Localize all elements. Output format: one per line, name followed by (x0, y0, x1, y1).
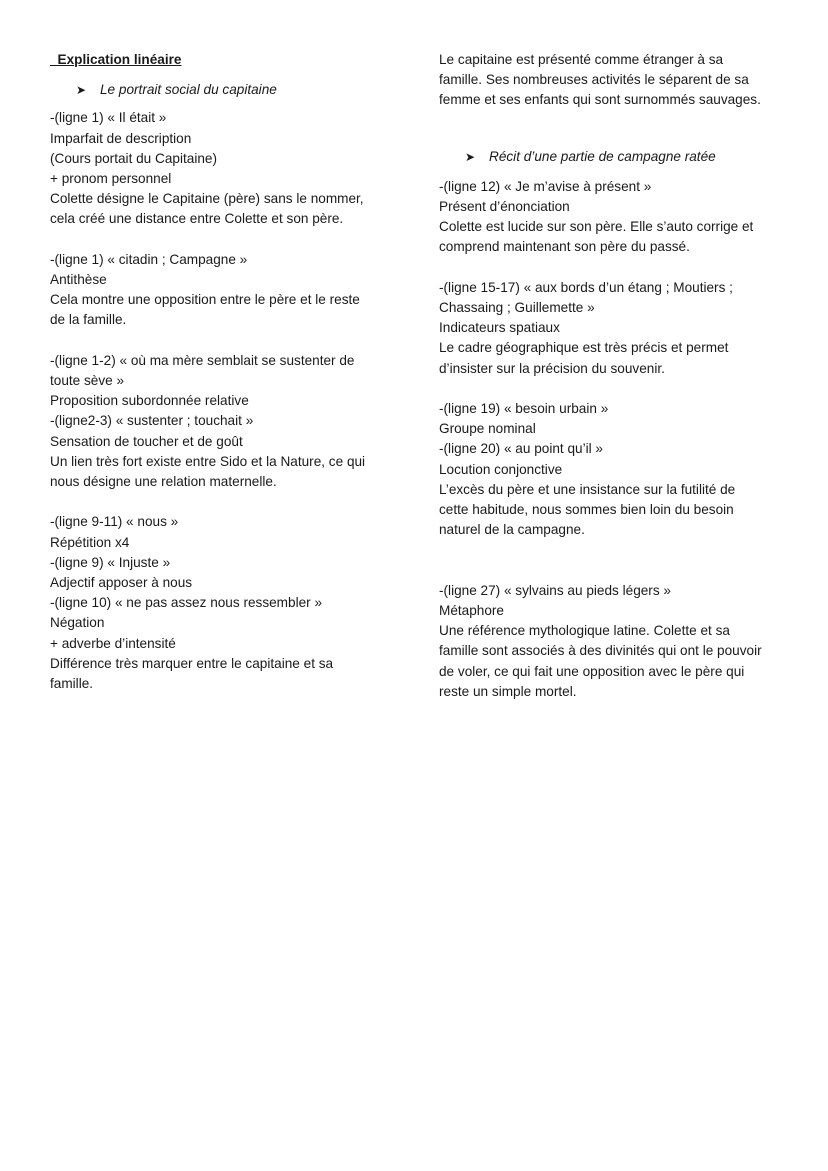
text-line: famille sont associés à des divinités qui ont le pouvoir (439, 643, 762, 659)
text-line: Proposition subordonnée relative (50, 393, 249, 409)
analysis-block (439, 581, 784, 702)
text-line: Sensation de toucher et de goût (50, 433, 243, 449)
text-line: -(ligne 20) « au point qu’il » (439, 441, 603, 457)
text-line: Le capitaine est présenté comme étranger à sa (439, 52, 724, 67)
text-line: -(ligne 19) « besoin urbain » (439, 401, 609, 417)
text-line: Chassaing ; Guillemette » (439, 300, 595, 316)
text-line: Un lien très fort existe entre Sido et la Nature, ce qui (50, 453, 366, 469)
analysis-block (50, 351, 395, 492)
text-line: -(ligne 27) « sylvains au pieds légers » (439, 582, 671, 598)
text-line: Groupe nominal (439, 421, 536, 437)
text-line: L’excès du père et une insistance sur la futilité de (439, 481, 736, 497)
analysis-block (439, 278, 784, 379)
text-line: cela créé une distance entre Colette et son père. (50, 211, 344, 227)
text-line: -(ligne 1) « citadin ; Campagne » (50, 251, 248, 267)
analysis-block (50, 108, 395, 229)
text-line: de voler, ce qui fait une opposition avec le père qui (439, 663, 745, 679)
text-line: Locution conjonctive (439, 461, 563, 477)
analysis-block (50, 512, 395, 694)
text-line: -(ligne2-3) « sustenter ; touchait » (50, 413, 254, 429)
text-line: Négation (50, 615, 105, 631)
text-line: Imparfait de description (50, 130, 192, 146)
text-line: -(ligne 10) « ne pas assez nous ressembler » (50, 595, 323, 611)
section-heading-campagne (439, 147, 784, 167)
text-line: Colette désigne le Capitaine (père) sans le nommer, (50, 191, 364, 207)
text-line: Cela montre une opposition entre le père et le reste (50, 292, 360, 308)
text-line: femme et ses enfants qui sont surnommés sauvages. (439, 92, 761, 108)
analysis-block (50, 250, 395, 331)
text-line: -(ligne 12) « Je m’avise à présent » (439, 178, 652, 194)
left-column (50, 50, 395, 694)
text-line: famille. (50, 676, 94, 692)
document-title: _Explication linéaire (50, 52, 182, 67)
text-line: + pronom personnel (50, 171, 172, 187)
section-heading-text: Le portrait social du capitaine (100, 82, 277, 98)
section-heading-text: Récit d’une partie de campagne ratée (489, 148, 716, 164)
text-line: de la famille. (50, 312, 127, 328)
text-line: Présent d’énonciation (439, 199, 570, 215)
right-column (439, 50, 784, 702)
arrow-bullet-icon: ➤ (76, 83, 87, 98)
text-line: -(ligne 9) « Injuste » (50, 554, 171, 570)
arrow-bullet-icon: ➤ (465, 149, 476, 164)
analysis-block (439, 399, 784, 540)
text-line: -(ligne 15-17) « aux bords d’un étang ; Moutiers ; (439, 279, 733, 295)
text-line: toute sève » (50, 373, 125, 389)
text-line: -(ligne 1) « Il était » (50, 110, 167, 126)
text-line: Différence très marquer entre le capitaine et sa (50, 655, 334, 671)
text-line: Indicateurs spatiaux (439, 320, 560, 336)
text-line: Métaphore (439, 603, 504, 619)
text-line: comprend maintenant son père du passé. (439, 239, 690, 255)
text-line: Antithèse (50, 272, 107, 288)
text-line: Adjectif apposer à nous (50, 575, 193, 591)
text-line: + adverbe d’intensité (50, 635, 176, 651)
text-line: (Cours portait du Capitaine) (50, 150, 217, 166)
section-heading-portrait (50, 80, 395, 100)
analysis-block (439, 50, 784, 111)
text-line: naturel de la campagne. (439, 522, 585, 538)
text-line: Répétition x4 (50, 534, 130, 550)
text-line: Une référence mythologique latine. Colette et sa (439, 623, 730, 639)
text-line: nous désigne une relation maternelle. (50, 474, 277, 490)
analysis-block (439, 177, 784, 258)
text-line: famille. Ses nombreuses activités le séparent de sa (439, 72, 749, 88)
text-line: Le cadre géographique est très précis et permet (439, 340, 729, 356)
text-line: -(ligne 1-2) « où ma mère semblait se sustenter de (50, 352, 355, 368)
text-line: Colette est lucide sur son père. Elle s’auto corrige et (439, 219, 754, 235)
text-line: reste un simple mortel. (439, 683, 577, 699)
text-line: cette habitude, nous sommes bien loin du besoin (439, 502, 734, 518)
text-line: -(ligne 9-11) « nous » (50, 514, 179, 530)
text-line: d’insister sur la précision du souvenir. (439, 360, 665, 376)
